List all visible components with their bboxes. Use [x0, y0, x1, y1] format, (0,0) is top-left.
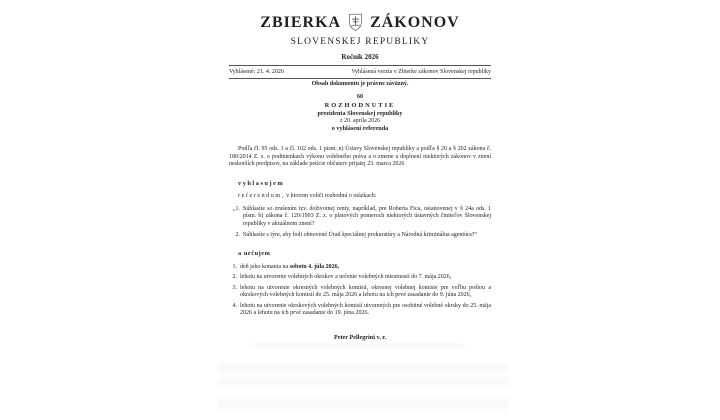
act-date: z 20. apríla 2026 [339, 118, 381, 124]
binding-notice: Obsah dokumentu je právne záväzný. [311, 81, 409, 87]
referendum-questions-list [229, 206, 491, 244]
determination-marker: 2. [232, 274, 237, 281]
act-type: ROZHODNUTIE [324, 102, 396, 109]
published-date: Vyhlásené: 21. 4. 2026 [229, 69, 284, 75]
determination-marker: 4. [232, 302, 237, 309]
determination-item [229, 285, 491, 300]
act-number: 60 [357, 94, 363, 100]
published-version: Vyhlásená verzia v Zbierke zákonov Slovenskej republiky [351, 69, 491, 75]
act-subject: o vyhlásení referenda [331, 125, 389, 132]
question-marker: „1. [232, 206, 240, 212]
determination-item [229, 274, 491, 281]
determination-text-bold: sobotu 4. júla 2026, [289, 264, 340, 270]
question-text: Súhlasíte s tým, aby boli obnovené Úrad špeciálnej prokuratúry a Národná kriminálna agentúra?“ [243, 232, 478, 239]
determination-text: lehotu na utvorenie okresných volebných komisií, okresnej volebnej komisie pre voľbu poštou a okrskových volebných komisií do 25. mája 2026 a lehotu na ich prvé zasadanie do 9. júna 2026, [240, 284, 491, 299]
masthead-subtitle: SLOVENSKEJ REPUBLIKY [290, 37, 430, 47]
question-marker: 2. [235, 232, 240, 239]
faint-artifact [218, 377, 508, 387]
determination-text [240, 264, 491, 271]
masthead-title [229, 13, 491, 32]
faint-artifact [250, 343, 465, 348]
determination-text: lehotu na utvorenie volebných okrskov a určenie volebných miestností do 7. mája 2026, [240, 274, 452, 281]
referendum-question [229, 232, 491, 239]
referendum-word: referendum, [238, 193, 285, 199]
faint-artifact [218, 397, 508, 410]
signature-line: Peter Pellegrini v. r. [333, 334, 387, 341]
determinations-list [229, 264, 491, 320]
determination-marker: 3. [232, 284, 237, 291]
determination-item [229, 264, 491, 271]
legal-document-page [229, 0, 491, 420]
referendum-lead-rest: v ktorom voliči rozhodnú o otázkach: [284, 193, 377, 199]
referendum-lead-line [229, 193, 491, 199]
determination-marker: 1. [232, 264, 237, 270]
publication-meta-row [229, 68, 491, 76]
masthead-title-right: ZÁKONOV [370, 13, 460, 31]
preamble-paragraph: Podľa čl. 95 ods. 1 a čl. 102 ods. 1 písm. n) Ústavy Slovenskej republiky a podľa § 20 a § 202 zákona č. 180/2014 Z. z. o podmienkach výkonu volebného práva a o zmene a doplnení niektorých zákonov v znení neskorších predpisov, na základe petície občanov prijatej 23. marca 2026 [229, 146, 491, 168]
declare-word: vyhlasujem [238, 180, 285, 187]
determination-text-prefix: deň jeho konania na [240, 264, 290, 270]
divider-bottom [229, 78, 491, 79]
faint-artifact [218, 363, 508, 373]
slovak-coat-of-arms-icon [348, 13, 363, 32]
question-text: Súhlasíte so zrušením tzv. doživotnej renty, napríklad, pre Roberta Fica, ustanovenej v § 24a ods. 1 písm. b) zákona č. 120/1993 Z. z. o platových pomeroch niektorých ústavných činiteľov Slovenskej republiky v aktuálnom znení? [243, 206, 491, 227]
determination-item [229, 303, 491, 318]
masthead-title-left: ZBIERKA [260, 13, 342, 31]
referendum-question [229, 206, 491, 228]
determine-word: a určujem [238, 250, 271, 257]
divider-top [229, 65, 491, 66]
volume-year: Ročník 2026 [341, 53, 379, 61]
act-issuer: prezidenta Slovenskej republiky [317, 110, 403, 117]
determination-text: lehotu na utvorenie okrskových volebných komisií utvorených pre osobitné volebné okrsky do 25. mája 2026 a lehotu na ich prvé zasadanie do 19. júna 2026. [240, 302, 491, 317]
